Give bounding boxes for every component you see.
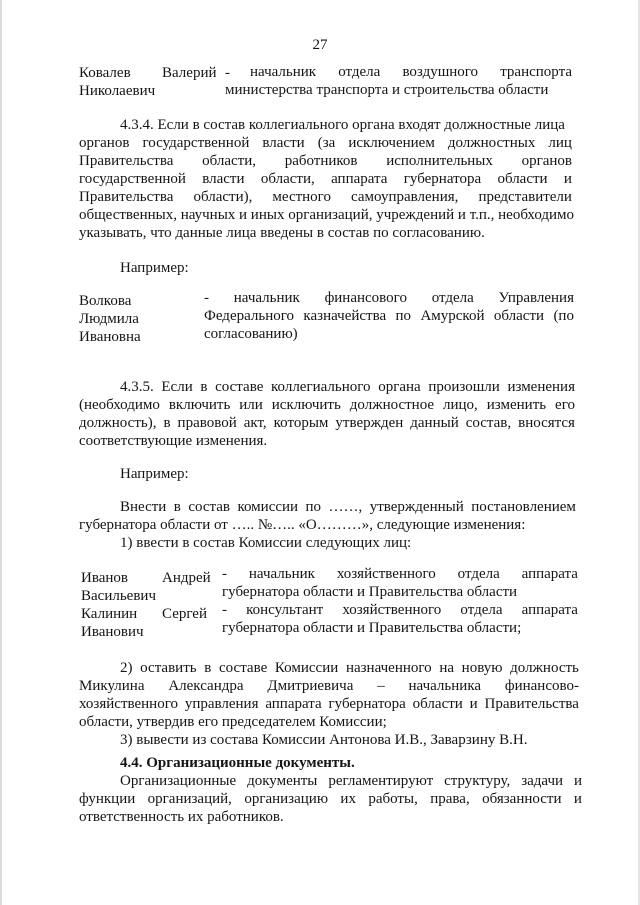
word: области, bbox=[260, 171, 315, 187]
word: в bbox=[163, 415, 171, 431]
word: функции bbox=[79, 791, 136, 807]
word: отдела bbox=[457, 566, 500, 582]
word: в bbox=[200, 379, 208, 395]
word: воздушного bbox=[402, 64, 479, 80]
word: (за bbox=[317, 135, 336, 151]
word: лиц bbox=[548, 135, 572, 151]
paragraph-line bbox=[120, 379, 575, 396]
word: аппарата bbox=[331, 171, 388, 187]
word: отдела bbox=[338, 64, 381, 80]
member-patronymic: Иванович bbox=[81, 624, 144, 640]
member-position-line: губернатора области и Правительства области bbox=[222, 584, 518, 600]
word: составе bbox=[219, 660, 268, 676]
member-name: Андрей bbox=[162, 570, 211, 586]
paragraph-line: указывать, что данные лица введены в состав по согласованию. bbox=[79, 225, 485, 241]
word: финансово- bbox=[504, 678, 579, 694]
word: и bbox=[573, 773, 582, 789]
word: аппарата bbox=[521, 602, 578, 618]
word: назначенного bbox=[345, 660, 432, 676]
section-heading: 4.4. Организационные документы. bbox=[120, 755, 355, 771]
word: власти bbox=[202, 171, 245, 187]
word: Дмитриевича bbox=[267, 678, 354, 694]
example-label: Например: bbox=[120, 466, 189, 482]
word: или bbox=[239, 397, 263, 413]
paragraph-line bbox=[120, 660, 579, 677]
word: органов bbox=[79, 135, 130, 151]
word: акт, bbox=[243, 415, 267, 431]
word: по bbox=[305, 499, 322, 515]
word: и bbox=[573, 791, 582, 807]
word: губернатора bbox=[403, 171, 482, 187]
member-surname: Калинин bbox=[81, 606, 138, 622]
word: данный bbox=[410, 415, 459, 431]
word: губернатора bbox=[328, 696, 406, 712]
word: работы, bbox=[368, 791, 418, 807]
word: органов bbox=[521, 153, 572, 169]
word: области bbox=[497, 171, 548, 187]
word: аппарата bbox=[521, 566, 578, 582]
word: состав, bbox=[465, 415, 512, 431]
word: коллегиального bbox=[271, 379, 371, 395]
word: власти bbox=[262, 135, 305, 151]
word: самоуправления, bbox=[351, 189, 459, 205]
member-patronymic: Николаевич bbox=[79, 83, 156, 99]
paragraph-line: губернатора области от ….. №….. «О………», следующие изменения: bbox=[79, 517, 526, 533]
word: начальника bbox=[408, 678, 482, 694]
word: его bbox=[555, 397, 575, 413]
word: отдела bbox=[460, 602, 503, 618]
word: ……, bbox=[328, 499, 363, 515]
word: должностное bbox=[349, 397, 435, 413]
list-item: 1) ввести в состав Комиссии следующих лиц: bbox=[120, 535, 412, 551]
word: (необходимо bbox=[79, 397, 160, 413]
word: лицо, bbox=[443, 397, 478, 413]
word: области), bbox=[193, 189, 253, 205]
word: Александра bbox=[168, 678, 244, 694]
member-patronymic: Ивановна bbox=[79, 329, 141, 345]
scan-edge-left bbox=[0, 0, 2, 905]
member-position-line: согласованию) bbox=[204, 326, 298, 342]
word: изменения bbox=[507, 379, 575, 395]
word: должностных bbox=[447, 135, 536, 151]
member-dash: - bbox=[225, 65, 230, 81]
word: - bbox=[204, 290, 209, 306]
word: произошли bbox=[428, 379, 500, 395]
word: и bbox=[469, 696, 478, 712]
word: утвержден bbox=[335, 415, 404, 431]
member-position-line bbox=[250, 64, 572, 81]
paragraph-line bbox=[120, 773, 582, 790]
word: Правительства bbox=[79, 153, 174, 169]
paragraph-line bbox=[79, 189, 572, 206]
paragraph-line bbox=[79, 696, 579, 713]
word: на bbox=[439, 660, 455, 676]
word: должность), bbox=[79, 415, 157, 431]
word: включить bbox=[168, 397, 231, 413]
word: комиссии bbox=[237, 499, 299, 515]
word: Комиссии bbox=[274, 660, 339, 676]
paragraph-line bbox=[79, 153, 572, 170]
paragraph-line bbox=[79, 171, 572, 188]
word: задачи bbox=[521, 773, 564, 789]
word: в bbox=[173, 499, 181, 515]
word: работников bbox=[284, 153, 358, 169]
word: новую bbox=[461, 660, 503, 676]
word: Правительства bbox=[79, 189, 174, 205]
paragraph-line bbox=[120, 499, 576, 516]
paragraph-line: 4.3.4. Если в состав коллегиального органа входят должностные лица bbox=[120, 117, 565, 133]
word: организаций, bbox=[147, 791, 232, 807]
word: хозяйственного bbox=[342, 602, 442, 618]
example-label: Например: bbox=[120, 260, 189, 276]
member-surname: Ковалев bbox=[79, 65, 131, 81]
member-patronymic: Васильевич bbox=[81, 588, 156, 604]
word: организацию bbox=[244, 791, 329, 807]
word: транспорта bbox=[500, 64, 572, 80]
word: консультант bbox=[246, 602, 324, 618]
word: документы bbox=[247, 773, 318, 789]
word: оставить bbox=[140, 660, 197, 676]
word: - bbox=[222, 602, 227, 618]
paragraph-line bbox=[79, 397, 575, 414]
word: (по bbox=[553, 308, 574, 324]
word: органа bbox=[378, 379, 421, 395]
member-position-line bbox=[222, 566, 578, 583]
word: изменить bbox=[486, 397, 547, 413]
word: отдела bbox=[431, 290, 474, 306]
member-name: Людмила bbox=[79, 311, 139, 327]
word: государственной bbox=[142, 135, 250, 151]
member-name: Валерий bbox=[162, 65, 217, 81]
word: Управления bbox=[498, 290, 574, 306]
paragraph-line bbox=[79, 135, 572, 152]
word: их bbox=[340, 791, 356, 807]
word: области, bbox=[202, 153, 256, 169]
word: финансового bbox=[324, 290, 407, 306]
paragraph-line bbox=[79, 791, 582, 808]
word: 4.3.5. bbox=[120, 379, 154, 395]
member-position-line bbox=[204, 308, 574, 325]
word: обязанности bbox=[482, 791, 562, 807]
word: местного bbox=[272, 189, 331, 205]
word: должность bbox=[510, 660, 579, 676]
word: по bbox=[395, 308, 412, 324]
paragraph-line bbox=[79, 678, 579, 695]
word: исключить bbox=[271, 397, 341, 413]
word: Правительства bbox=[484, 696, 579, 712]
list-item: 3) вывести из состава Комиссии Антонова И.В., Заварзину В.Н. bbox=[120, 732, 528, 748]
member-position-line bbox=[222, 602, 578, 619]
word: составе bbox=[215, 379, 264, 395]
word: представители bbox=[478, 189, 572, 205]
word: права, bbox=[430, 791, 470, 807]
word: Организационные bbox=[120, 773, 237, 789]
word: государственной bbox=[79, 171, 186, 187]
member-surname: Волкова bbox=[79, 293, 132, 309]
page-number: 27 bbox=[312, 37, 328, 53]
word: исполнительных bbox=[386, 153, 493, 169]
word: состав bbox=[188, 499, 230, 515]
word: Внести bbox=[120, 499, 167, 515]
word: области bbox=[493, 308, 545, 324]
word: хозяйственного bbox=[79, 696, 178, 712]
word: Федерального bbox=[204, 308, 295, 324]
member-name: Сергей bbox=[162, 606, 207, 622]
word: - bbox=[222, 566, 227, 582]
paragraph-line: области, утвердив его председателем Комиссии; bbox=[79, 714, 387, 730]
word: в bbox=[204, 660, 212, 676]
word: начальник bbox=[233, 290, 300, 306]
member-position-line bbox=[204, 290, 574, 307]
member-position-line: губернатора области и Правительства области; bbox=[222, 620, 522, 636]
paragraph-line: соответствующие изменения. bbox=[79, 433, 268, 449]
member-surname: Иванов bbox=[81, 570, 128, 586]
word: постановлением bbox=[471, 499, 576, 515]
word: правовой bbox=[177, 415, 237, 431]
paragraph-line: ответственность их работников. bbox=[79, 809, 284, 825]
paragraph-line bbox=[79, 415, 575, 432]
word: вносятся bbox=[518, 415, 575, 431]
word: – bbox=[377, 678, 385, 694]
word: и bbox=[563, 171, 572, 187]
word: начальник bbox=[248, 566, 315, 582]
word: утвержденный bbox=[369, 499, 464, 515]
word: области bbox=[412, 696, 463, 712]
word: которым bbox=[273, 415, 329, 431]
word: хозяйственного bbox=[336, 566, 436, 582]
word: регламентируют bbox=[328, 773, 434, 789]
word: начальник bbox=[250, 64, 317, 80]
word: исключением bbox=[348, 135, 435, 151]
paragraph-line: общественных, научных и иных организаций, учреждений и т.п., необходимо bbox=[79, 207, 575, 223]
word: управления bbox=[184, 696, 259, 712]
word: аппарата bbox=[265, 696, 322, 712]
word: Если bbox=[161, 379, 193, 395]
word: Микулина bbox=[79, 678, 145, 694]
member-position-line: министерства транспорта и строительства области bbox=[225, 82, 549, 98]
word: структуру, bbox=[444, 773, 511, 789]
word: казначейства bbox=[303, 308, 387, 324]
word: 2) bbox=[120, 660, 133, 676]
word: Амурской bbox=[420, 308, 485, 324]
